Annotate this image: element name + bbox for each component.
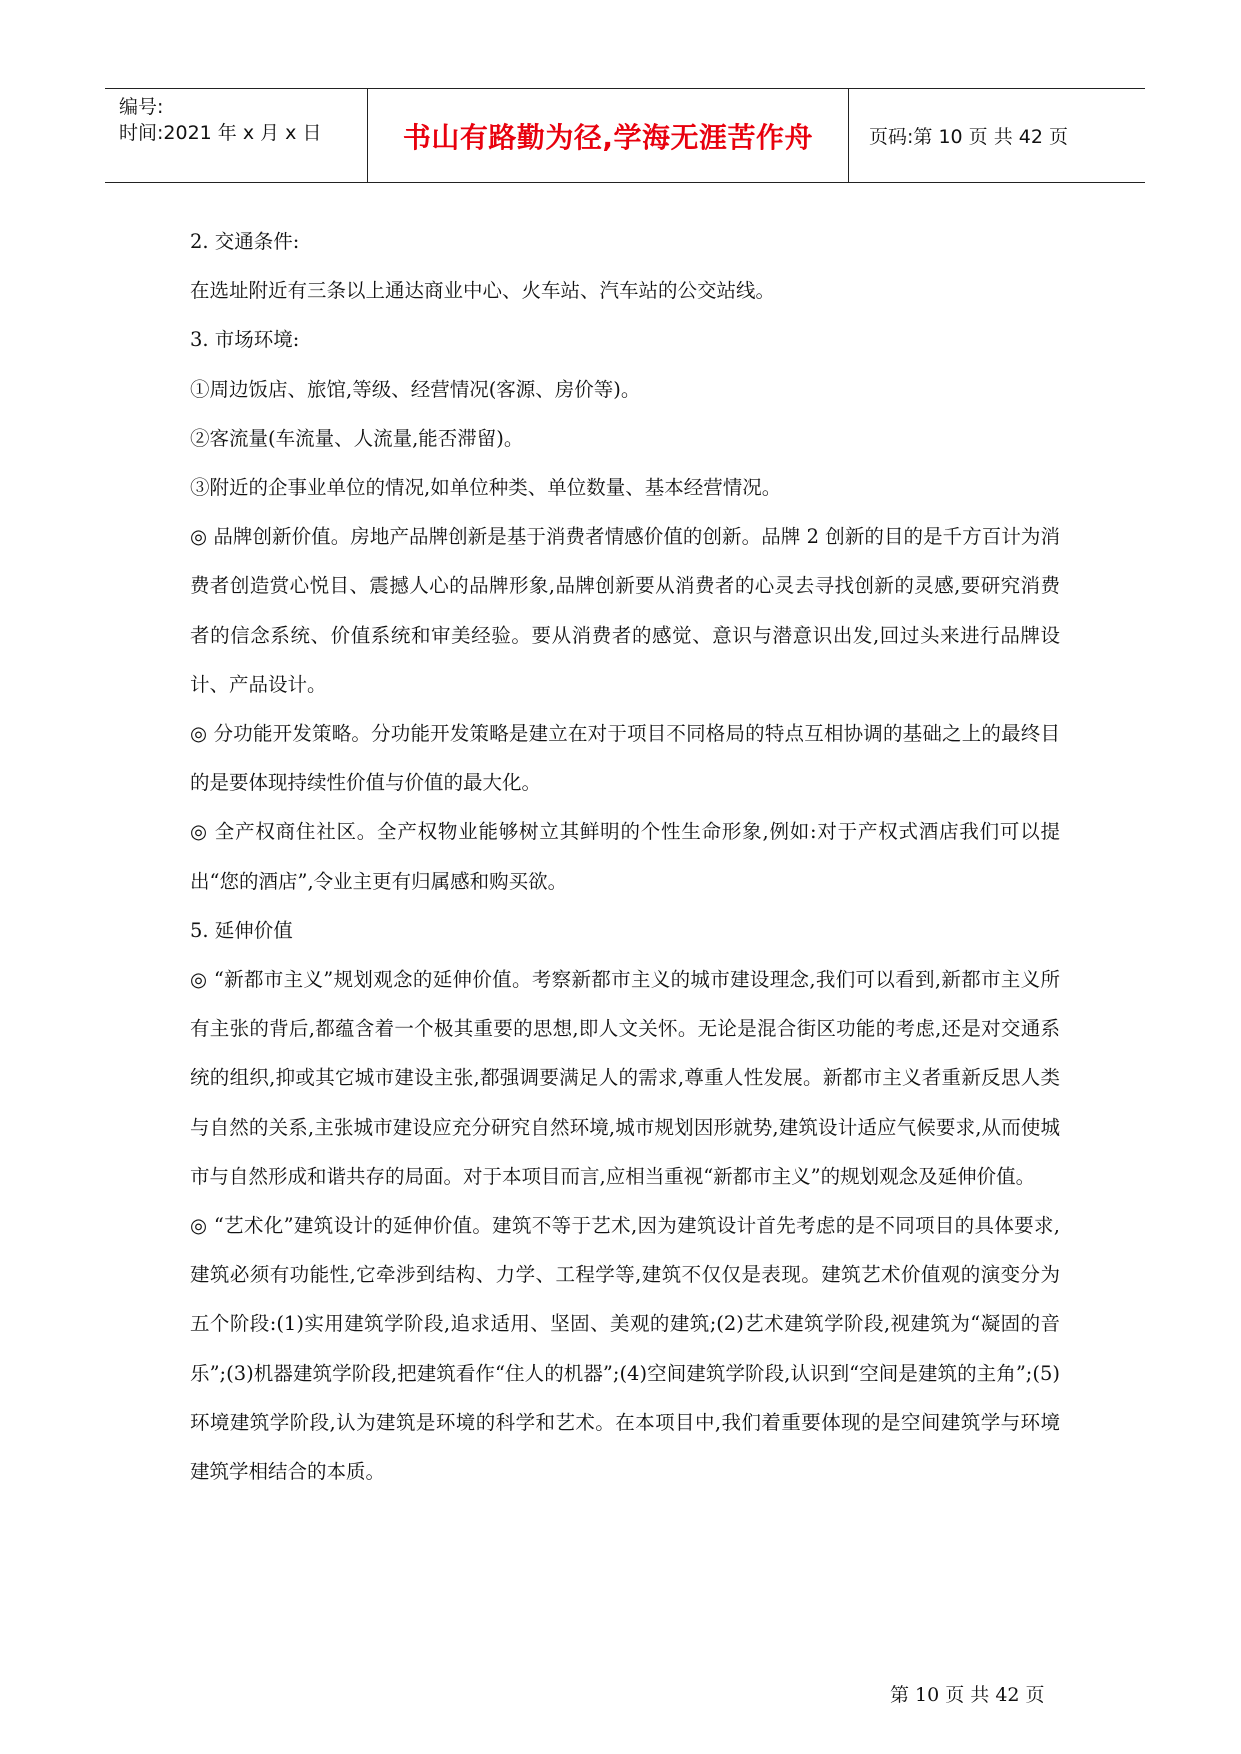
header-meta-cell <box>105 89 368 182</box>
document-number-label: 编号: <box>119 96 164 118</box>
page-footer: 第 10 页 共 42 页 <box>890 1684 1045 1706</box>
paragraph-full-property: ◎ 全产权商住社区。全产权物业能够树立其鲜明的个性生命形象,例如:对于产权式酒店我们可以提出“您的酒店”,令业主更有归属感和购买欲。 <box>190 820 1060 893</box>
paragraph-function-strategy: ◎ 分功能开发策略。分功能开发策略是建立在对于项目不同格局的特点互相协调的基础之上的最终目的是要体现持续性价值与价值的最大化。 <box>190 722 1060 795</box>
page-header <box>105 88 1145 183</box>
header-page-info: 页码:第 10 页 共 42 页 <box>869 126 1068 148</box>
paragraph-market-heading: 3. 市场环境: <box>190 328 300 352</box>
paragraph-extension-heading: 5. 延伸价值 <box>190 918 293 942</box>
paragraph-market-item-2: ②客流量(车流量、人流量,能否滞留)。 <box>190 426 524 450</box>
paragraph-market-item-3: ③附近的企事业单位的情况,如单位种类、单位数量、基本经营情况。 <box>190 476 782 500</box>
paragraph-artistic-architecture: ◎ “艺术化”建筑设计的延伸价值。建筑不等于艺术,因为建筑设计首先考虑的是不同项目的具体要求,建筑必须有功能性,它牵涉到结构、力学、工程学等,建筑不仅仅是表现。建筑艺术价值观的演变分为五个阶段:(1)实用建筑学阶段,追求适用、坚固、美观的建筑;(2)艺术建筑学阶段,视建筑为“凝固的音乐”;(3)机器建筑学阶段,把建筑看作“住人的机器”;(4)空间建筑学阶段,认识到“空间是建筑的主角”;(5)环境建筑学阶段,认为建筑是环境的科学和艺术。在本项目中,我们着重要体现的是空间建筑学与环境建筑学相结合的本质。 <box>190 1214 1060 1484</box>
document-time-label: 时间:2021 年 x 月 x 日 <box>119 122 322 144</box>
header-motto: 书山有路勤为径,学海无涯苦作舟 <box>368 89 849 182</box>
paragraph-traffic-heading: 2. 交通条件: <box>190 230 300 253</box>
document-body <box>190 217 1060 1496</box>
paragraph-traffic-detail: 在选址附近有三条以上通达商业中心、火车站、汽车站的公交站线。 <box>190 279 776 303</box>
paragraph-brand-innovation: ◎ 品牌创新价值。房地产品牌创新是基于消费者情感价值的创新。品牌 2 创新的目的是千方百计为消费者创造赏心悦目、震撼人心的品牌形象,品牌创新要从消费者的心灵去寻找创新的灵感,要研究消费者的信念系统、价值系统和审美经验。要从消费者的感觉、意识与潜意识出发,回过头来进行品牌设计、产品设计。 <box>190 525 1060 696</box>
paragraph-new-urbanism: ◎ “新都市主义”规划观念的延伸价值。考察新都市主义的城市建设理念,我们可以看到,新都市主义所有主张的背后,都蕴含着一个极其重要的思想,即人文关怀。无论是混合街区功能的考虑,还是对交通系统的组织,抑或其它城市建设主张,都强调要满足人的需求,尊重人性发展。新都市主义者重新反思人类与自然的关系,主张城市建设应充分研究自然环境,城市规划因形就势,建筑设计适应气候要求,从而使城市与自然形成和谐共存的局面。对于本项目而言,应相当重视“新都市主义”的规划观念及延伸价值。 <box>190 968 1060 1188</box>
paragraph-market-item-1: ①周边饭店、旅馆,等级、经营情况(客源、房价等)。 <box>190 377 641 401</box>
